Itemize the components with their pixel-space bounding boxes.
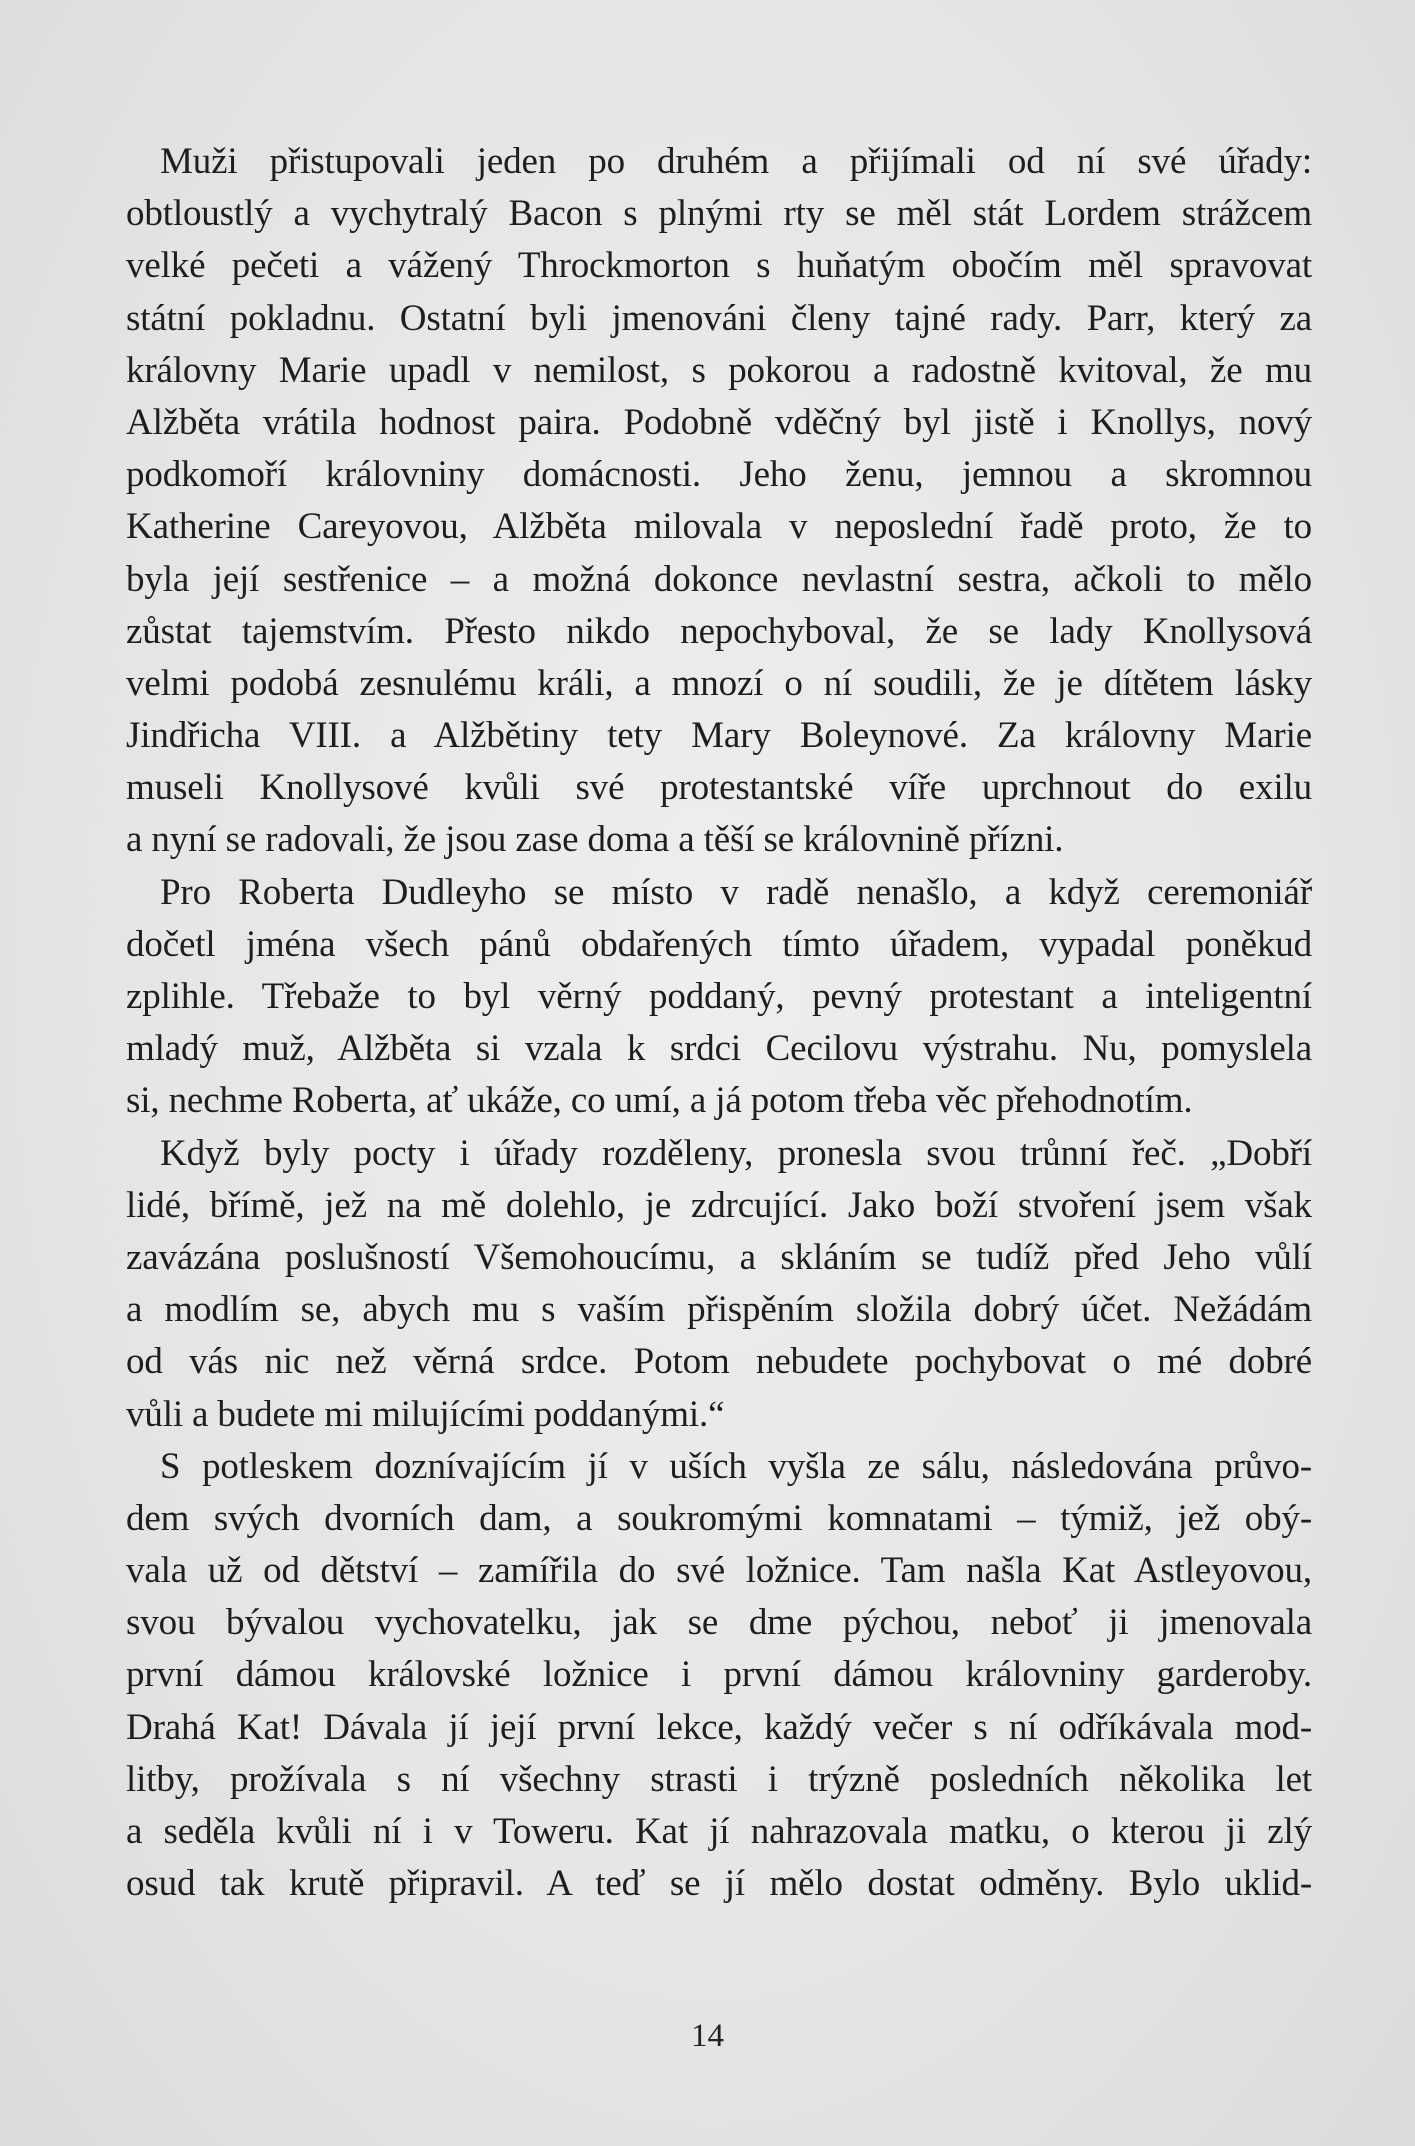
text-line: museli Knollysové kvůli své protestantské víře uprchnout do exilu [126,767,1312,809]
text-line: Drahá Kat! Dávala jí její první lekce, každý večer s ní odříkávala mod- [126,1706,1312,1748]
text-line: mladý muž, Alžběta si vzala k srdci Cecilovu výstrahu. Nu, pomyslela [126,1028,1312,1070]
text-line: královny Marie upadl v nemilost, s pokorou a radostně kvitoval, že mu [126,349,1312,391]
text-line: osud tak krutě připravil. A teď se jí mělo dostat odměny. Bylo uklid- [126,1863,1312,1905]
paragraph [126,1441,1312,1911]
paragraph [126,136,1312,867]
text-line: byla její sestřenice – a možná dokonce nevlastní sestra, ačkoli to mělo [126,558,1312,600]
text-line: Katherine Careyovou, Alžběta milovala v neposlední řadě proto, že to [126,506,1312,548]
text-line: státní pokladnu. Ostatní byli jmenováni členy tajné rady. Parr, který za [126,297,1312,339]
text-line: zplihle. Třebaže to byl věrný poddaný, pevný protestant a inteligentní [126,976,1312,1017]
text-line: a seděla kvůli ní i v Toweru. Kat jí nahrazovala matku, o kterou ji zlý [126,1811,1312,1852]
text-line: lidé, břímě, jež na mě dolehlo, je zdrcující. Jako boží stvoření jsem však [126,1184,1312,1226]
text-line: zavázána poslušností Všemohoucímu, a skláním se tudíž před Jeho vůlí [126,1236,1312,1278]
text-line: S potleskem doznívajícím jí v uších vyšla ze sálu, následována průvo- [160,1445,1312,1487]
text-line: Když byly pocty i úřady rozděleny, pronesla svou trůnní řeč. „Dobří [160,1132,1312,1174]
text-line: Alžběta vrátila hodnost paira. Podobně vděčný byl jistě i Knollys, nový [126,401,1312,443]
page-number: 14 [691,2018,724,2054]
text-line: Jindřicha VIII. a Alžbětiny tety Mary Boleynové. Za královny Marie [126,715,1312,757]
text-line: litby, prožívala s ní všechny strasti i trýzně posledních několika let [126,1758,1312,1800]
text-line: Pro Roberta Dudleyho se místo v radě nenašlo, a když ceremoniář [160,871,1312,913]
text-line: si, nechme Roberta, ať ukáže, co umí, a já potom třeba věc přehodnotím. [126,1080,1193,1122]
text-line: velmi podobá zesnulému králi, a mnozí o ní soudili, že je dítětem lásky [126,662,1312,704]
body-text [126,136,1312,1910]
text-line: od vás nic než věrná srdce. Potom nebudete pochybovat o mé dobré [126,1341,1312,1383]
text-line: a modlím se, abych mu s vaším přispěním složila dobrý účet. Nežádám [126,1289,1312,1331]
paragraph [126,867,1312,1128]
text-line: dočetl jména všech pánů obdařených tímto úřadem, vypadal poněkud [126,923,1312,965]
text-line: vala už od dětství – zamířila do své ložnice. Tam našla Kat Astleyovou, [126,1550,1312,1592]
text-line: dem svých dvorních dam, a soukromými komnatami – týmiž, jež obý- [126,1497,1312,1539]
text-line: svou bývalou vychovatelku, jak se dme pýchou, neboť ji jmenovala [126,1602,1312,1644]
paragraph [126,1128,1312,1441]
text-line: zůstat tajemstvím. Přesto nikdo nepochyboval, že se lady Knollysová [126,610,1312,652]
text-line: vůli a budete mi milujícími poddanými.“ [126,1393,725,1435]
text-line: obtloustlý a vychytralý Bacon s plnými rty se měl stát Lordem strážcem [126,193,1312,235]
text-line: podkomoří královniny domácnosti. Jeho ženu, jemnou a skromnou [126,454,1312,496]
text-line: velké pečeti a vážený Throckmorton s huňatým obočím měl spravovat [126,245,1312,287]
text-line: a nyní se radovali, že jsou zase doma a těší se královnině přízni. [126,819,1064,861]
text-line: první dámou královské ložnice i první dámou královniny garderoby. [126,1654,1312,1696]
text-line: Muži přistupovali jeden po druhém a přijímali od ní své úřady: [160,141,1312,182]
